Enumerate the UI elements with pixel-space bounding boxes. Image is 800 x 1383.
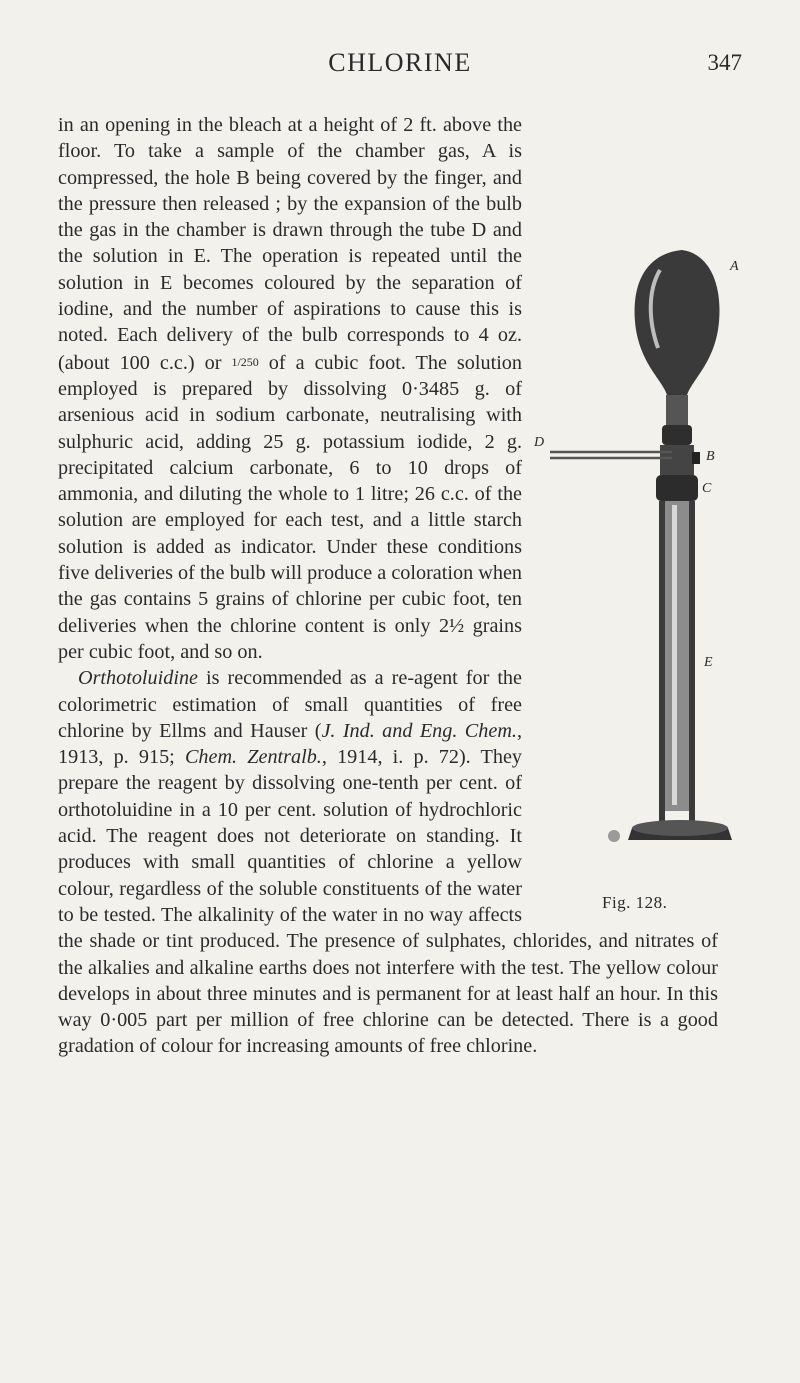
page-header bbox=[0, 48, 800, 88]
sampling-bulb-apparatus-illustration bbox=[532, 230, 748, 890]
running-title: CHLORINE bbox=[328, 48, 472, 77]
fraction-1-250: 1/250 bbox=[231, 354, 259, 369]
page-number: 347 bbox=[707, 50, 742, 75]
label-a: A bbox=[730, 259, 739, 274]
label-b: B bbox=[706, 449, 715, 464]
reference-journal-2: Chem. Zentralb. bbox=[184, 746, 322, 769]
label-e: E bbox=[704, 655, 713, 670]
paragraph-2: Orthotoluidine is recommended as a re-agent for the colorimetric estimation of small quantities of free chlorine by Ellms and Hauser (J. Ind. and Eng. Chem., 1913, p. 915; Chem. Zentralb., 1914, i. p. 72). They prepare the reagent by dissolving one-tenth per cent. of orthotoluidine in a 10 per cent. solution of hydrochloric acid. The reagent does not deteriorate on standing. It produces with small quantities of chlorine a yellow colour, regardless of the soluble constituents of the water to be tested. The alkalinity of the water in no way affects the shade or tint produced. The presence of sulphates, chlorides, and nitrates of the alkalies and alkaline earths does not interfere with the test. The yellow colour develops in about three minutes and is permanent for at least half an hour. In this way 0·005 part per million of free chlorine can be detected. There is a good gradation of colour for increasing amounts of free chlorine. bbox=[58, 667, 718, 1058]
paragraph-1: in an opening in the bleach at a height of 2 ft. above the floor. To take a sample of the chamber gas, A is compressed, the hole B being covered by the finger, and the pressure then released ; by the expansion of the bulb the gas in the chamber is drawn through the tube D and the solution in E. The operation is repeated until the solution in E becomes coloured by the separation of iodine, and the number of aspirations to cause this is noted. Each delivery of the bulb corresponds to 4 oz. (about 100 c.c.) or 1/250 of a cubic foot. The solution employed is prepared by dissolving 0·3485 g. of arsenious acid in sodium carbonate, neutralising with sulphuric acid, adding 25 g. potassium iodide, 2 g. precipitated calcium carbonate, 6 to 10 drops of ammonia, and diluting the whole to 1 litre; 26 c.c. of the solution are employed for each test, and a little starch solution is added as indicator. Under these conditions five deliveries of the bulb will produce a coloration when the gas contains 5 grains of chlorine per cubic foot, ten deliveries when the chlorine content is only 2½ grains per cubic foot, and so on. bbox=[58, 114, 522, 663]
figure-128 bbox=[532, 230, 748, 910]
reference-journal-1: J. Ind. and Eng. Chem. bbox=[321, 719, 517, 742]
label-c: C bbox=[702, 481, 712, 496]
body-text bbox=[58, 112, 739, 1060]
label-d: D bbox=[534, 435, 545, 450]
term-orthotoluidine: Orthotoluidine bbox=[78, 667, 199, 690]
figure-caption: Fig. 128. bbox=[602, 893, 668, 912]
